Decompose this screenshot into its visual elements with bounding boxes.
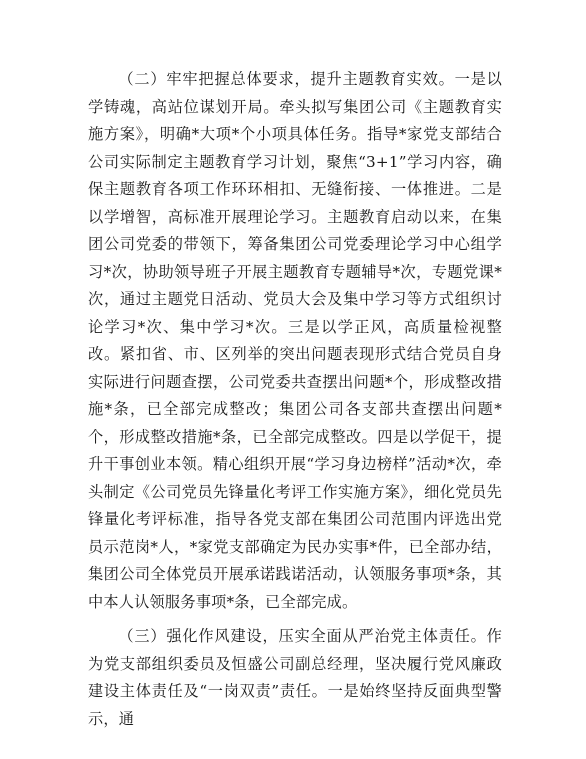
paragraph-section-2: （二）牢牢把握总体要求，提升主题教育实效。一是以学铸魂，高站位谋划开局。牵头拟写集团公司《主题教育实施方案》，明确*大项*个小项具体任务。指导*家党支部结合公司实际制定主题教育学习计划，聚焦“3+1”学习内容，确保主题教育各项工作环环相扣、无缝衔接、一体推进。二是以学增智，高标准开展理论学习。主题教育启动以来，在集团公司党委的带领下，筹备集团公司党委理论学习中心组学习*次，协助领导班子开展主题教育专题辅导*次，专题党课*次，通过主题党日活动、党员大会及集中学习等方式组织讨论学习*次、集中学习*次。三是以学正风，高质量检视整改。紧扣省、市、区列举的突出问题表现形式结合党员自身实际进行问题查摆，公司党委共查摆出问题*个，形成整改措施*条，已全部完成整改；集团公司各支部共查摆出问题*个，形成整改措施*条，已全部完成整改。四是以学促干，提升干事创业本领。精心组织开展“学习身边榜样”活动*次，牵头制定《公司党员先锋量化考评工作实施方案》，细化党员先锋量化考评标准，指导各党支部在集团公司范围内评选出党员示范岗*人，*家党支部确定为民办实事*件，已全部办结，集团公司全体党员开展承诺践诺活动，认领服务事项*条，其中本人认领服务事项*条，已全部完成。: [88, 70, 502, 611]
document-body: [88, 66, 502, 733]
paragraph-section-3: （三）强化作风建设，压实全面从严治党主体责任。作为党支部组织委员及恒盛公司副总经理，坚决履行党风廉政建设主体责任及“一岗双责”责任。一是始终坚持反面典型警示，通: [88, 627, 502, 728]
